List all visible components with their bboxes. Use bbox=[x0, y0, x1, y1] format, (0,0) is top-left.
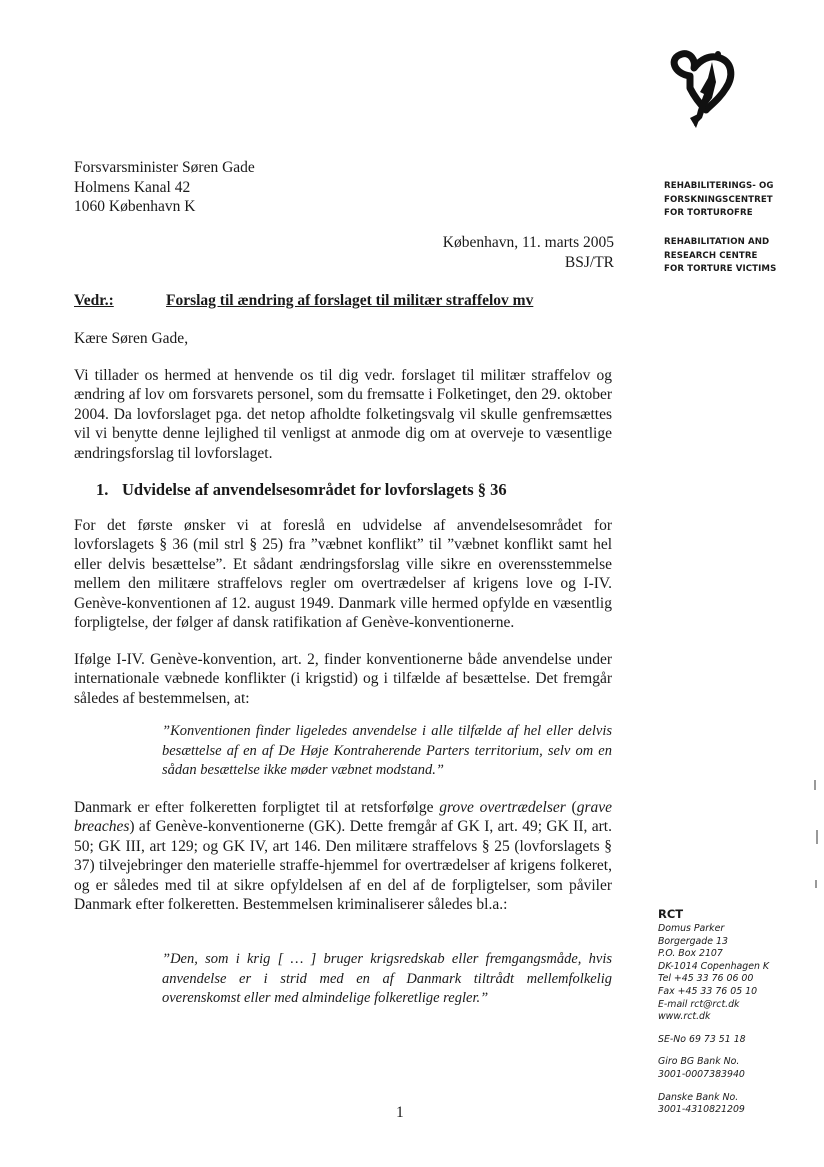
subject-text: Forslag til ændring af forslaget til militær straffelov mv bbox=[166, 292, 534, 309]
contact-fax: Fax +45 33 76 05 10 bbox=[658, 985, 758, 997]
contact-line: Borgergade 13 bbox=[658, 935, 728, 947]
scan-speck bbox=[816, 830, 818, 844]
paragraph-proposal: For det første ønsker vi at foreslå en udvidelse af anvendelsesområdet for lovforslagets § 36 (mil strl § 25) fra ”væbnet konflikt” til ”væbnet konflikt samt hel eller delvis besættelse”. Et sådant ændringsforslag ville sikre en overensstemmelse mellem den militære straffelovs regler om overtrædelser af krigens love og I-IV. Genève-konventionen af 12. august 1949. Danmark ville hermed opfylde en væsentlig forpligtelse, der følger af dansk ratifikation af Genève-konventionerne. bbox=[74, 517, 612, 632]
danske-number: 3001-4310821209 bbox=[658, 1104, 745, 1116]
recipient-line: 1060 København K bbox=[74, 198, 196, 215]
rct-title: RCT bbox=[658, 907, 684, 921]
letter-date: København, 11. marts 2005 bbox=[442, 234, 614, 251]
org-name-english bbox=[664, 236, 776, 277]
date-block bbox=[443, 233, 614, 272]
page-number: 1 bbox=[396, 1104, 404, 1121]
danske-label: Danske Bank No. bbox=[658, 1091, 739, 1103]
org-danish-line: FOR TORTUROFRE bbox=[664, 208, 753, 218]
subject-label: Vedr.: bbox=[74, 292, 114, 309]
subject-line bbox=[74, 292, 614, 310]
contact-phone: Tel +45 33 76 06 00 bbox=[658, 973, 754, 985]
section-heading bbox=[96, 480, 507, 500]
contact-email: E-mail rct@rct.dk bbox=[658, 998, 740, 1010]
emphasis-text: grave breaches bbox=[74, 799, 612, 836]
quote-criminal-code: ”Den, som i krig [ … ] bruger krigsredskab eller fremgangsmåde, hvis anvendelse er i strid med en af Danmark tiltrådt mellemfolkelig overenskomst eller med almindelige folkeretlige regler.” bbox=[162, 951, 612, 1006]
paragraph-text: ( bbox=[565, 799, 577, 816]
contact-line: P.O. Box 2107 bbox=[658, 948, 723, 960]
org-english-line: RESEARCH CENTRE bbox=[664, 250, 758, 261]
giro-label: Giro BG Bank No. bbox=[658, 1056, 740, 1068]
contact-line: Domus Parker bbox=[658, 923, 725, 934]
section-title: Udvidelse af anvendelsesområdet for lovforslagets § 36 bbox=[122, 480, 507, 499]
recipient-address bbox=[74, 158, 255, 217]
rct-logo-icon bbox=[660, 48, 750, 134]
scan-speck bbox=[814, 780, 816, 790]
giro-number: 3001-0007383940 bbox=[658, 1068, 745, 1080]
org-danish-line: FORSKNINGSCENTRET bbox=[664, 194, 773, 205]
paragraph-geneva: Ifølge I-IV. Genève-konvention, art. 2, finder konventionerne både anvendelse under internationale væbnede konflikter (i krigstid) og i tilfælde af besættelse. Det fremgår således af bestemmelsen, at: bbox=[74, 651, 612, 707]
se-number: SE-No 69 73 51 18 bbox=[658, 1033, 746, 1045]
org-name-danish bbox=[664, 180, 774, 221]
recipient-line: Holmens Kanal 42 bbox=[74, 178, 191, 196]
paragraph-text: ) af Genève-konventionerne (GK). Dette fremgår af GK I, art. 49; GK II, art. 50; GK III, art 129; og GK IV, art 146. Den militære straffelovs § 25 (lovforslagets § 37) tilvejebringer den materielle straffe-hjemmel for overtrædelser af krigens folkeret, og er således med til at sikre opfyldelsen af en del af de forpligtelser, som påviler Danmark efter folkeretten. Bestemmelsen kriminaliserer således bl.a.: bbox=[74, 818, 612, 914]
scan-speck bbox=[815, 880, 817, 888]
emphasis-text: grove overtrædelser bbox=[439, 799, 566, 816]
contact-line: DK-1014 Copenhagen K bbox=[658, 960, 770, 972]
paragraph-text: Danmark er efter folkeretten forpligtet til at retsforfølge bbox=[74, 799, 440, 816]
paragraph-intro: Vi tillader os hermed at henvende os til dig vedr. forslaget til militær straffelov og ændring af lov om forsvarets personel, som du fremsatte i Folketinget, den 29. oktober 2004. Da lovforslaget pga. det netop afholdte folketingsvalg vil skulle genfremsættes vil vi benytte denne lejlighed til venligst at anmode dig om at overveje to væsentlige ændringsforslag til lovforslaget. bbox=[74, 367, 612, 462]
org-english-line: FOR TORTURE VICTIMS bbox=[664, 264, 777, 274]
paragraph-obligation bbox=[74, 798, 612, 914]
greeting: Kære Søren Gade, bbox=[74, 330, 189, 347]
quote-convention: ”Konventionen finder ligeledes anvendelse i alle tilfælde af hel eller delvis besættelse af en af De Høje Kontraherende Parters territorium, selv om en sådan besættelse ikke møder væbnet modstand.” bbox=[162, 723, 612, 778]
letter-reference: BSJ/TR bbox=[564, 253, 614, 271]
contact-block bbox=[658, 923, 769, 1117]
recipient-line: Forsvarsminister Søren Gade bbox=[74, 159, 255, 176]
section-number: 1. bbox=[96, 480, 109, 499]
contact-website: www.rct.dk bbox=[658, 1011, 711, 1023]
org-danish-line: REHABILITERINGS- OG bbox=[664, 181, 774, 191]
org-english-line: REHABILITATION AND bbox=[664, 237, 770, 247]
